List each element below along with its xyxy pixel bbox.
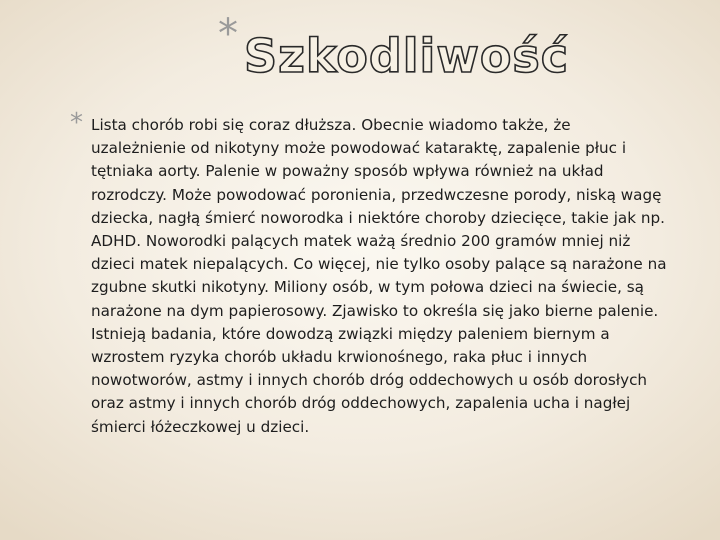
slide-title: Szkodliwość (244, 29, 570, 83)
body-paragraph: Lista chorób robi się coraz dłuższa. Obecnie wiadomo także, że uzależnienie od nikotyny może powodować kataraktę, zapalenie płuc i tętniaka aorty. Palenie w poważny sposób wpływa również na układ rozrodczy. Może powodować poronienia, przedwczesne porody, niską wagę dziecka, nagłą śmierć noworodka i niektóre choroby dziecięce, takie jak np. ADHD. Noworodki palących matek ważą średnio 200 gramów mniej niż dzieci matek niepalących. Co więcej, nie tylko osoby palące są narażone na zgubne skutki nikotyny. Miliony osób, w tym połowa dzieci na świecie, są narażone na dym papierosowy. Zjawisko to określa się jako bierne palenie. Istnieją badania, które dowodzą związki między paleniem biernym a wzrostem ryzyka chorób układu krwionośnego, raka płuc i innych nowotworów, astmy i innych chorób dróg oddechowych u osób dorosłych oraz astmy i innych chorób dróg oddechowych, zapalenia ucha i nagłej śmierci łóżeczkowej u dzieci. (91, 116, 667, 436)
title-bullet-star: * (218, 11, 238, 57)
body-bullet-star: * (70, 108, 83, 138)
body-block (70, 108, 670, 439)
